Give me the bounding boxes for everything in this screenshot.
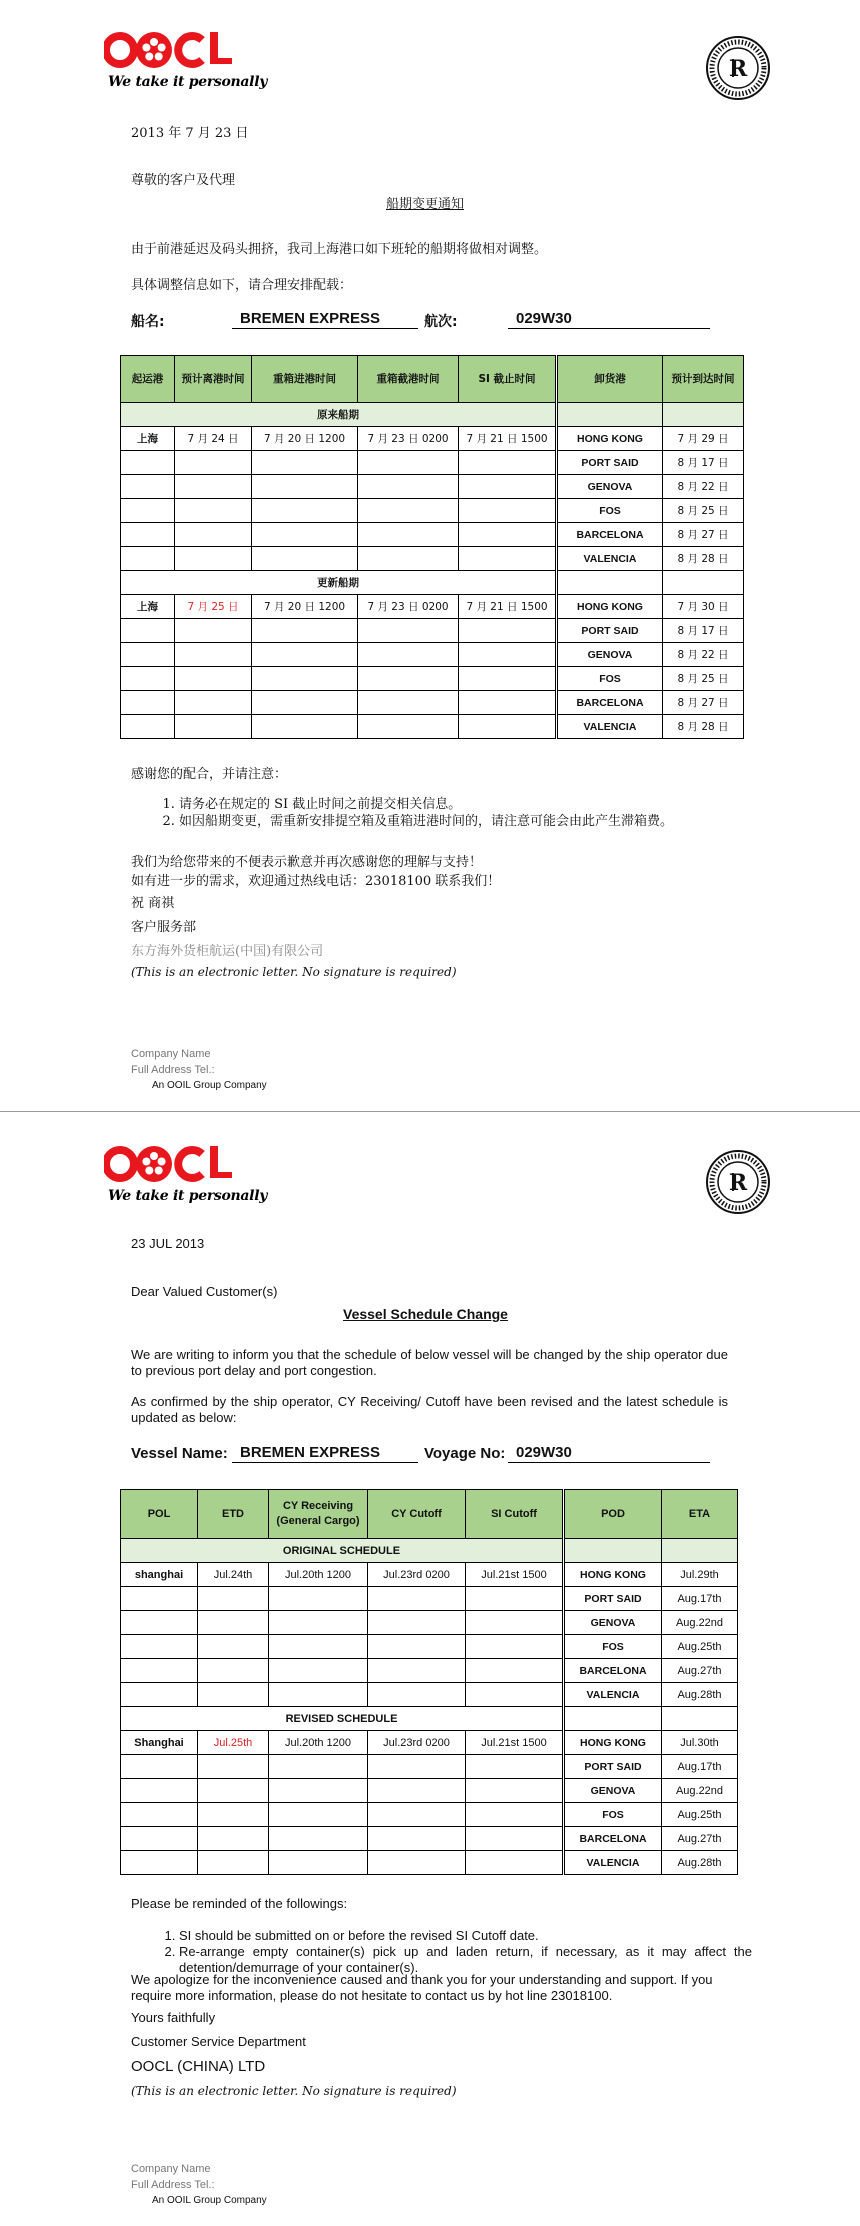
voyage-label: 航次: bbox=[424, 314, 458, 330]
original-row: 上海 7 月 24 日 7 月 20 日 1200 7 月 23 日 0200 7 月 21 日 1500 HONG KONG 7 月 29 日 bbox=[121, 427, 744, 451]
vessel-name: BREMEN EXPRESS bbox=[232, 310, 418, 329]
header-si-cutoff: SI Cutoff bbox=[466, 1490, 564, 1539]
department-text: Customer Service Department bbox=[131, 2034, 306, 2049]
header-cy-receiving: 重箱进港时间 bbox=[252, 356, 358, 403]
original-pod-row: GENOVA Aug.22nd bbox=[121, 1611, 738, 1635]
vessel-label: 船名: bbox=[131, 314, 165, 330]
intro-text: 由于前港延迟及码头拥挤，我司上海港口如下班轮的船期将做相对调整。 bbox=[131, 242, 548, 257]
oocl-logo-mark bbox=[104, 32, 254, 72]
vessel-label: Vessel Name: bbox=[131, 1445, 228, 1462]
letter-date: 2013 年 7 月 23 日 bbox=[131, 126, 249, 141]
page-divider bbox=[0, 1111, 860, 1112]
note-item: 2. Re-arrange empty container(s) pick up and laden return, if necessary, as it may affect the detention/demurrage of your container(s). bbox=[179, 1944, 752, 1976]
revised-etd: Jul.25th bbox=[198, 1731, 269, 1755]
voyage-number: 029W30 bbox=[508, 310, 710, 329]
logo-tagline: We take it personally bbox=[108, 1188, 268, 1204]
logo-tagline: We take it personally bbox=[108, 74, 268, 90]
header-pod: POD bbox=[564, 1490, 662, 1539]
notice-title: 船期变更通知 bbox=[386, 197, 465, 212]
company-name: OOCL (CHINA) LTD bbox=[131, 2058, 266, 2075]
revised-pod-row: GENOVA 8 月 22 日 bbox=[121, 643, 744, 667]
revised-row: Shanghai Jul.25th Jul.20th 1200 Jul.23rd 0200 Jul.21st 1500 HONG KONG Jul.30th bbox=[121, 1731, 738, 1755]
header-eta: 预计到达时间 bbox=[663, 356, 744, 403]
schedule-table bbox=[120, 355, 744, 739]
footer-address: Full Address Tel.: bbox=[131, 1064, 215, 1076]
revised-pod-row: BARCELONA Aug.27th bbox=[121, 1827, 738, 1851]
notes-list bbox=[157, 796, 779, 830]
note-item: 1. 请务必在规定的 SI 截止时间之前提交相关信息。 bbox=[179, 796, 779, 813]
quality-seal-icon bbox=[705, 1149, 771, 1215]
esign-note: (This is an electronic letter. No signature is required) bbox=[131, 965, 457, 979]
original-pod-row: VALENCIA Aug.28th bbox=[121, 1683, 738, 1707]
footer-address: Full Address Tel.: bbox=[131, 2179, 215, 2191]
footer-group: An OOIL Group Company bbox=[152, 1080, 267, 1091]
revised-pod-row: FOS 8 月 25 日 bbox=[121, 667, 744, 691]
regards-text: Yours faithfully bbox=[131, 2010, 216, 2025]
header-cy-cutoff: 重箱截港时间 bbox=[358, 356, 459, 403]
intro-text: We are writing to inform you that the schedule of below vessel will be changed by the ship operator due to previous port delay and port congestion. bbox=[131, 1347, 728, 1378]
original-pod-row: FOS Aug.25th bbox=[121, 1635, 738, 1659]
original-pod-row: VALENCIA 8 月 28 日 bbox=[121, 547, 744, 571]
quality-seal-icon bbox=[705, 35, 771, 101]
intro-text-2: 具体调整信息如下，请合理安排配载： bbox=[131, 278, 353, 293]
letter-date: 23 JUL 2013 bbox=[131, 1236, 205, 1251]
note-item: 1. SI should be submitted on or before the revised SI Cutoff date. bbox=[179, 1928, 752, 1944]
notes-list bbox=[157, 1928, 752, 1976]
footer-company: Company Name bbox=[131, 1048, 211, 1060]
header-pol: POL bbox=[121, 1490, 198, 1539]
apology-text: We apologize for the inconvenience caused and thank you for your understanding and support. If you require more information, please do not hesitate to contact us by hot line 23018100. bbox=[131, 1972, 713, 2003]
company-name: 东方海外货柜航运(中国)有限公司 bbox=[131, 944, 324, 959]
schedule-table bbox=[120, 1489, 738, 1875]
original-schedule-label: 原来船期 bbox=[121, 403, 557, 427]
revised-pod-row: PORT SAID Aug.17th bbox=[121, 1755, 738, 1779]
original-pod-row: PORT SAID Aug.17th bbox=[121, 1587, 738, 1611]
apology-text: 我们为给您带来的不便表示歉意并再次感谢您的理解与支持！ bbox=[131, 855, 483, 870]
revised-schedule-label: 更新船期 bbox=[121, 571, 557, 595]
header-eta: ETA bbox=[662, 1490, 738, 1539]
voyage-number: 029W30 bbox=[508, 1444, 710, 1463]
original-pod-row: GENOVA 8 月 22 日 bbox=[121, 475, 744, 499]
revised-etd: 7 月 25 日 bbox=[175, 595, 252, 619]
revised-pod-row: GENOVA Aug.22nd bbox=[121, 1779, 738, 1803]
svg-text:R: R bbox=[728, 56, 748, 82]
reminder-text: Please be reminded of the followings: bbox=[131, 1896, 348, 1911]
regards-text: 祝 商祺 bbox=[131, 896, 175, 911]
chinese-notice-page bbox=[0, 0, 860, 1112]
svg-text:R: R bbox=[728, 1170, 748, 1196]
original-pod-row: FOS 8 月 25 日 bbox=[121, 499, 744, 523]
note-item: 2. 如因船期变更，需重新安排提空箱及重箱进港时间的，请注意可能会由此产生滞箱费。 bbox=[179, 813, 779, 830]
revised-pod-row: VALENCIA 8 月 28 日 bbox=[121, 715, 744, 739]
revised-pod-row: BARCELONA 8 月 27 日 bbox=[121, 691, 744, 715]
voyage-label: Voyage No: bbox=[424, 1445, 506, 1462]
header-pod: 卸货港 bbox=[557, 356, 663, 403]
revised-schedule-label: REVISED SCHEDULE bbox=[121, 1707, 564, 1731]
header-cy-cutoff: CY Cutoff bbox=[368, 1490, 466, 1539]
header-pol: 起运港 bbox=[121, 356, 175, 403]
oocl-logo bbox=[104, 1146, 268, 1210]
revised-pod-row: VALENCIA Aug.28th bbox=[121, 1851, 738, 1875]
english-notice-page bbox=[0, 1114, 860, 2226]
header-etd: 预计离港时间 bbox=[175, 356, 252, 403]
oocl-logo bbox=[104, 32, 268, 96]
revised-pod-row: FOS Aug.25th bbox=[121, 1803, 738, 1827]
revised-row: 上海 7 月 25 日 7 月 20 日 1200 7 月 23 日 0200 7 月 21 日 1500 HONG KONG 7 月 30 日 bbox=[121, 595, 744, 619]
original-pod-row: BARCELONA Aug.27th bbox=[121, 1659, 738, 1683]
greeting: Dear Valued Customer(s) bbox=[131, 1284, 278, 1299]
esign-note: (This is an electronic letter. No signature is required) bbox=[131, 2084, 457, 2098]
original-pod-row: BARCELONA 8 月 27 日 bbox=[121, 523, 744, 547]
vessel-name: BREMEN EXPRESS bbox=[232, 1444, 418, 1463]
footer-group: An OOIL Group Company bbox=[152, 2195, 267, 2206]
notice-title: Vessel Schedule Change bbox=[343, 1306, 508, 1322]
revised-pod-row: PORT SAID 8 月 17 日 bbox=[121, 619, 744, 643]
thanks-text: 感谢您的配合，并请注意： bbox=[131, 767, 288, 782]
apology-text-2: 如有进一步的需求，欢迎通过热线电话：23018100 联系我们！ bbox=[131, 874, 501, 889]
department-text: 客户服务部 bbox=[131, 920, 197, 935]
original-pod-row: PORT SAID 8 月 17 日 bbox=[121, 451, 744, 475]
header-cy-receiving: CY Receiving (General Cargo) bbox=[269, 1490, 368, 1539]
intro-text-2: As confirmed by the ship operator, CY Receiving/ Cutoff have been revised and the latest schedule is updated as below: bbox=[131, 1394, 728, 1425]
header-etd: ETD bbox=[198, 1490, 269, 1539]
oocl-logo-mark bbox=[104, 1146, 254, 1186]
header-si-cutoff: SI 截止时间 bbox=[459, 356, 557, 403]
original-row: shanghai Jul.24th Jul.20th 1200 Jul.23rd 0200 Jul.21st 1500 HONG KONG Jul.29th bbox=[121, 1563, 738, 1587]
footer-company: Company Name bbox=[131, 2163, 211, 2175]
original-schedule-label: ORIGINAL SCHEDULE bbox=[121, 1539, 564, 1563]
greeting: 尊敬的客户及代理 bbox=[131, 173, 236, 188]
